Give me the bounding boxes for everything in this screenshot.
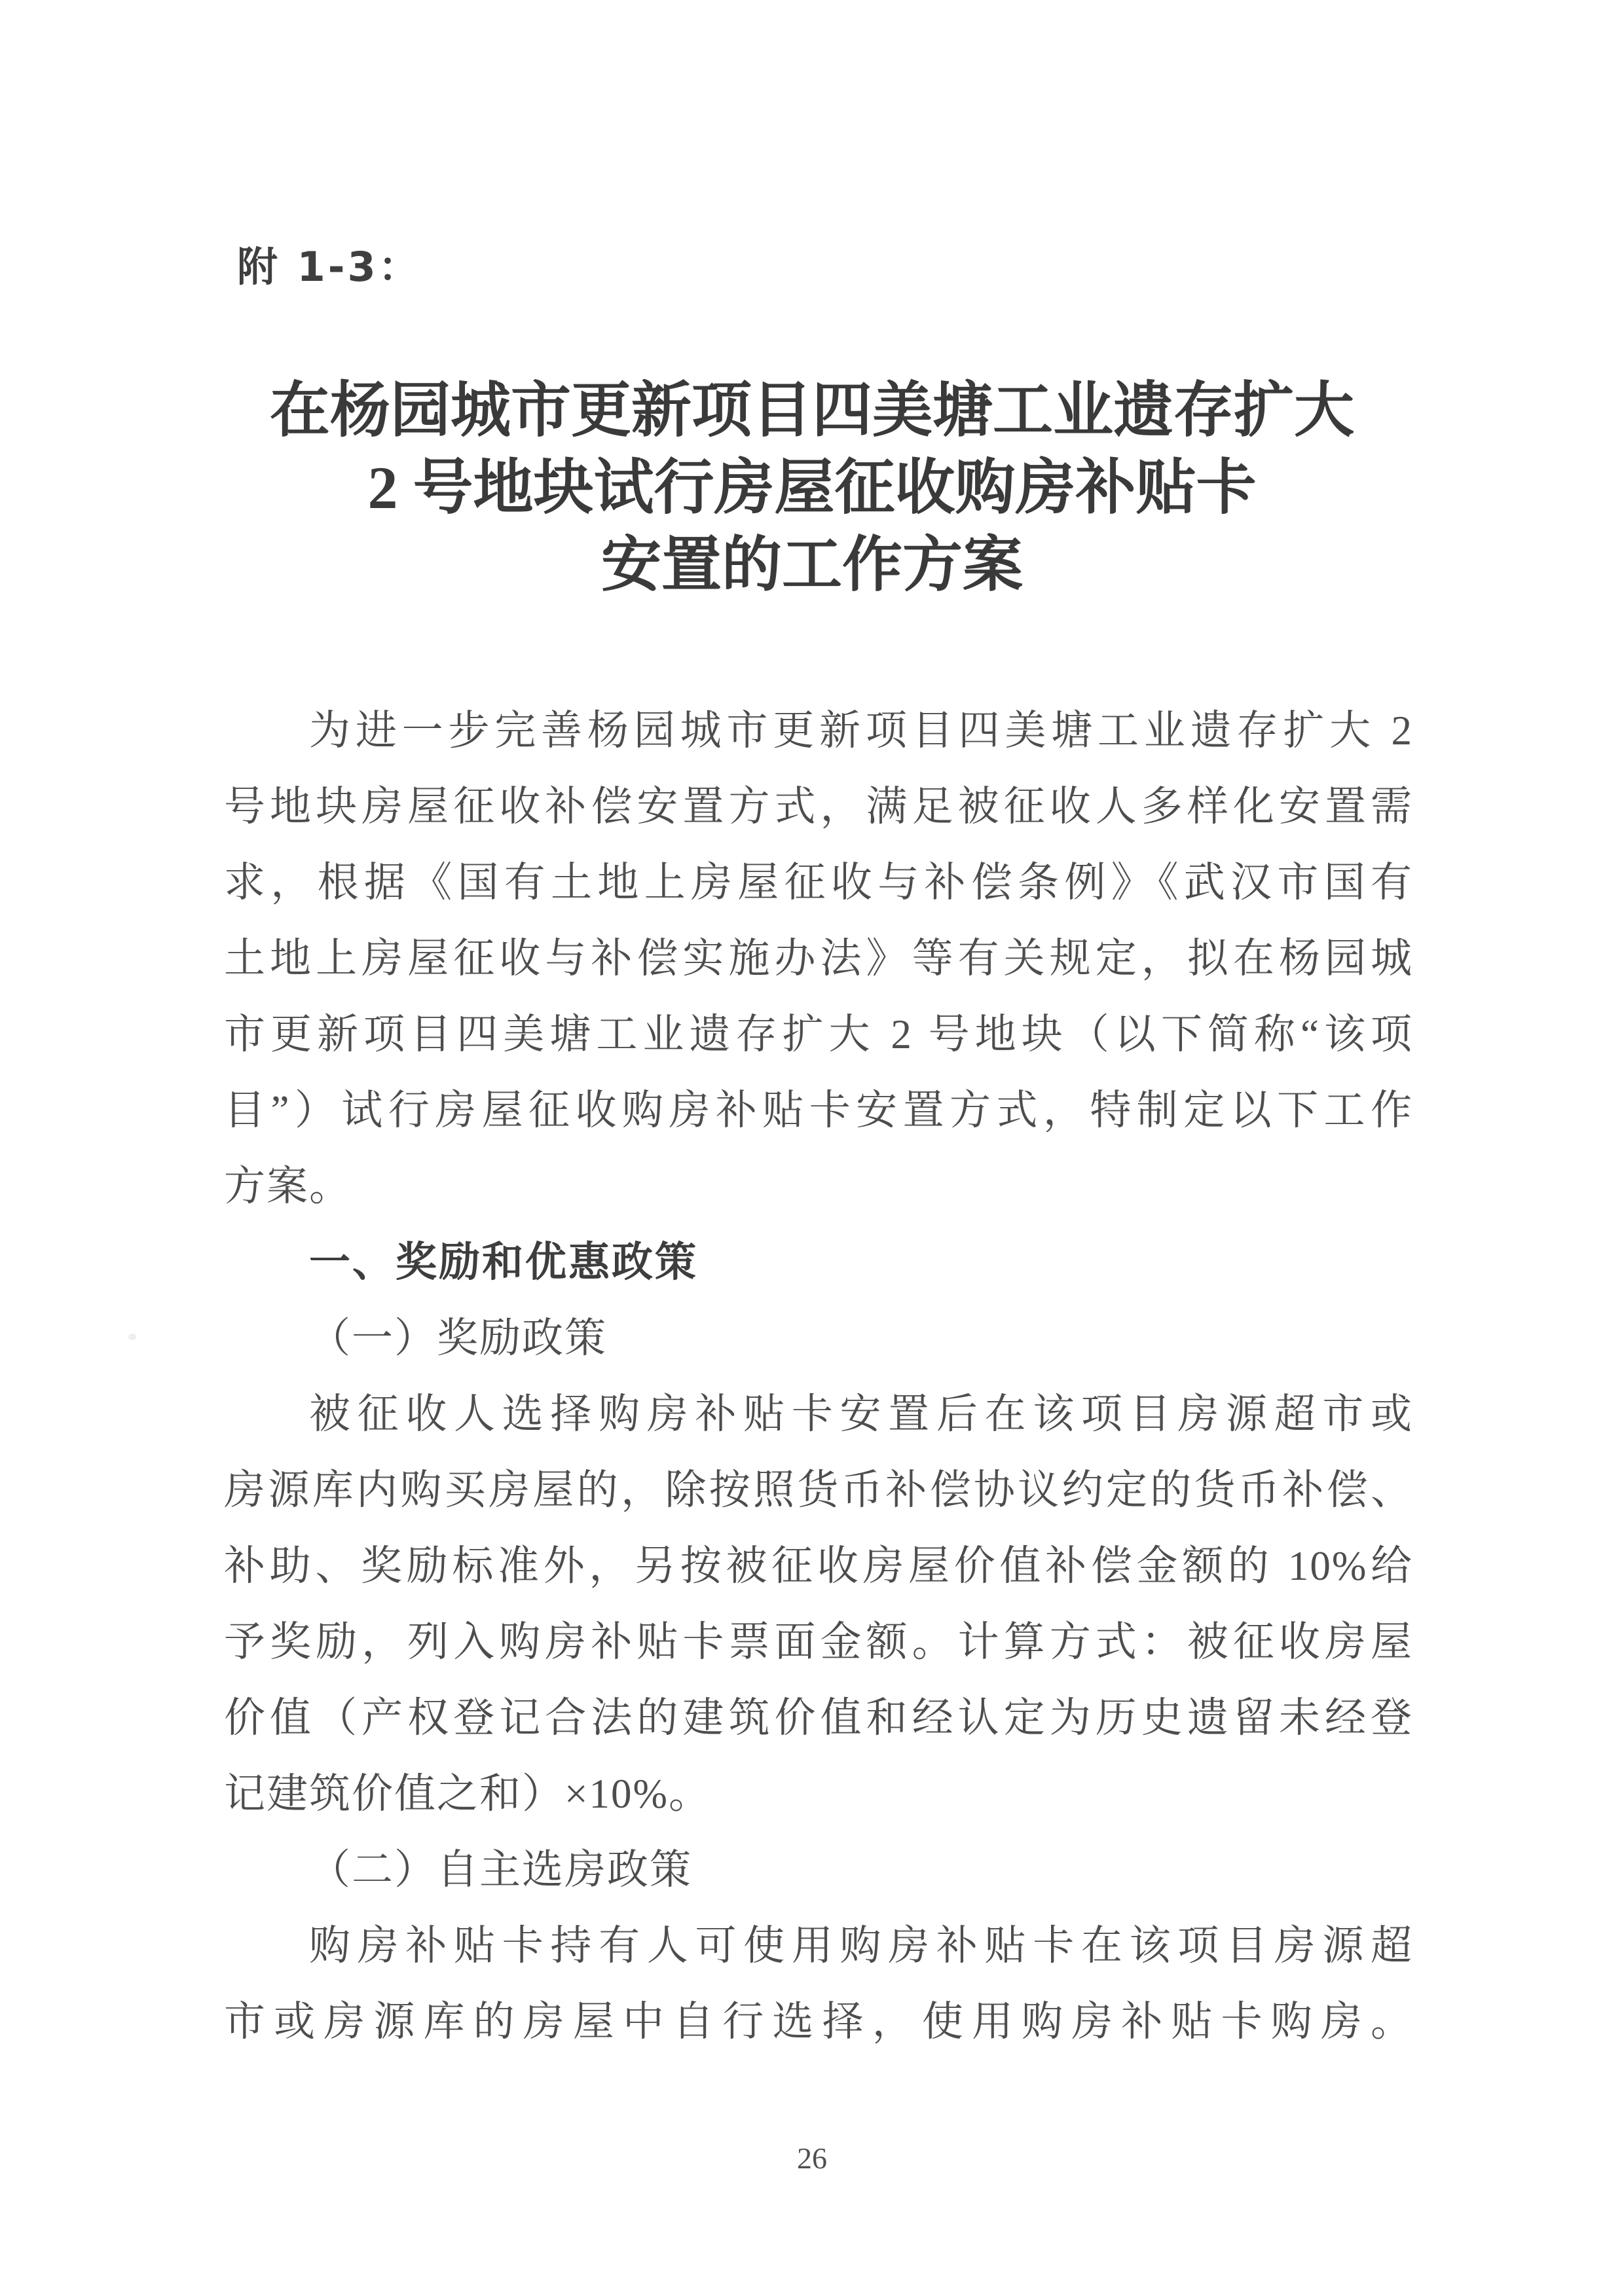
document-body: [224, 693, 1413, 2060]
paragraph1-line-5: 市更新项目四美塘工业遗存扩大 2 号地块（以下简称“该项: [224, 1011, 1413, 1057]
paragraph2-line-5: 价值（产权登记合法的建筑价值和经认定为历史遗留未经登: [224, 1695, 1413, 1741]
section-heading-1: 一、奖励和优惠政策: [309, 1238, 698, 1286]
title-line-1: 在杨园城市更新项目四美塘工业遗存扩大: [269, 377, 1354, 444]
page-number: 26: [797, 2141, 827, 2175]
sub-heading-1: （一）奖励政策: [309, 1315, 607, 1361]
paragraph3-line-1: 购房补贴卡持有人可使用购房补贴卡在该项目房源超: [309, 1923, 1413, 1969]
title-line-3: 安置的工作方案: [600, 532, 1023, 598]
paragraph1-line-1: 为进一步完善杨园城市更新项目四美塘工业遗存扩大 2: [309, 708, 1413, 754]
attachment-label: 附 1-3：: [237, 243, 422, 291]
paragraph1-line-6: 目”）试行房屋征收购房补贴卡安置方式，特制定以下工作: [224, 1087, 1413, 1133]
paragraph2-line-2: 房源库内购买房屋的，除按照货币补偿协议约定的货币补偿、: [224, 1467, 1413, 1513]
title-line-2: 2 号地块试行房屋征收购房补贴卡: [367, 454, 1257, 521]
paragraph2-line-6: 记建筑价值之和）×10%。: [224, 1771, 712, 1817]
paragraph3-line-2: 市或房源库的房屋中自行选择，使用购房补贴卡购房。: [224, 1999, 1413, 2045]
paragraph2-line-1: 被征收人选择购房补贴卡安置后在该项目房源超市或: [309, 1391, 1413, 1437]
paragraph2-line-3: 补助、奖励标准外，另按被征收房屋价值补偿金额的 10%给: [224, 1543, 1413, 1589]
sub-heading-2: （二）自主选房政策: [309, 1847, 692, 1893]
paragraph1-line-3: 求，根据《国有土地上房屋征收与补偿条例》《武汉市国有: [224, 860, 1413, 905]
paragraph1-line-4: 土地上房屋征收与补偿实施办法》等有关规定，拟在杨园城: [224, 936, 1413, 981]
document-title: [0, 372, 1624, 604]
paragraph2-line-4: 予奖励，列入购房补贴卡票面金额。计算方式：被征收房屋: [224, 1619, 1413, 1665]
paragraph1-line-7: 方案。: [224, 1163, 352, 1209]
paragraph1-line-2: 号地块房屋征收补偿安置方式，满足被征收人多样化安置需: [224, 784, 1413, 829]
scan-artifact-dot: [128, 1334, 136, 1340]
